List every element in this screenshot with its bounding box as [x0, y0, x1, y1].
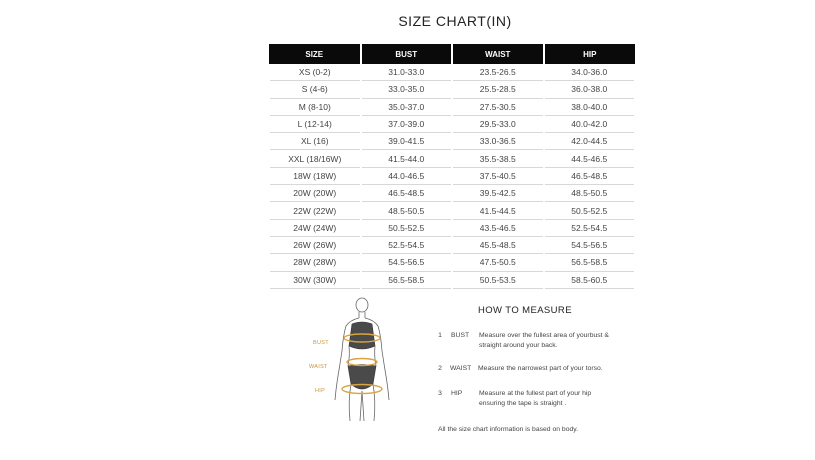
- step-number: 2: [438, 365, 442, 372]
- waist-cell: 47.5-50.5: [452, 254, 544, 271]
- size-cell: S (4-6): [269, 81, 361, 98]
- hip-cell: 40.0-42.0: [544, 115, 636, 132]
- table-row: [269, 219, 635, 236]
- bust-cell: 46.5-48.5: [361, 185, 453, 202]
- size-chart-table: [268, 44, 636, 289]
- size-cell: L (12-14): [269, 115, 361, 132]
- waist-cell: 29.5-33.0: [452, 115, 544, 132]
- body-figure-illustration: [310, 296, 410, 426]
- table-row: [269, 271, 635, 288]
- bust-cell: 37.0-39.0: [361, 115, 453, 132]
- bust-cell: 44.0-46.5: [361, 167, 453, 184]
- hip-cell: 52.5-54.5: [544, 219, 636, 236]
- step-number: 3: [438, 390, 442, 397]
- bust-cell: 52.5-54.5: [361, 236, 453, 253]
- waist-cell: 39.5-42.5: [452, 185, 544, 202]
- table-row: [269, 167, 635, 184]
- header-hip: HIP: [544, 44, 636, 64]
- step-description: Measure the narrowest part of your torso.: [478, 365, 603, 372]
- size-cell: 24W (24W): [269, 219, 361, 236]
- size-cell: 20W (20W): [269, 185, 361, 202]
- footnote: All the size chart information is based on body.: [438, 426, 579, 433]
- waist-cell: 45.5-48.5: [452, 236, 544, 253]
- bust-cell: 48.5-50.5: [361, 202, 453, 219]
- waist-cell: 33.0-36.5: [452, 133, 544, 150]
- table-row: [269, 115, 635, 132]
- size-cell: 26W (26W): [269, 236, 361, 253]
- step-number: 1: [438, 332, 442, 339]
- bust-cell: 39.0-41.5: [361, 133, 453, 150]
- step-name: HIP: [451, 390, 463, 397]
- table-row: [269, 254, 635, 271]
- step-name: BUST: [451, 332, 470, 339]
- header-size: SIZE: [269, 44, 361, 64]
- size-cell: 18W (18W): [269, 167, 361, 184]
- size-cell: XS (0-2): [269, 64, 361, 81]
- hip-cell: 44.5-46.5: [544, 150, 636, 167]
- hip-cell: 38.0-40.0: [544, 98, 636, 115]
- waist-cell: 35.5-38.5: [452, 150, 544, 167]
- page-title: SIZE CHART(IN): [398, 13, 512, 29]
- table-row: [269, 150, 635, 167]
- hip-cell: 42.0-44.5: [544, 133, 636, 150]
- waist-cell: 50.5-53.5: [452, 271, 544, 288]
- hip-cell: 34.0-36.0: [544, 64, 636, 81]
- bust-cell: 54.5-56.5: [361, 254, 453, 271]
- table-header-row: [269, 44, 635, 64]
- hip-cell: 50.5-52.5: [544, 202, 636, 219]
- step-description: Measure over the fullest area of yourbust & straight around your back.: [479, 332, 609, 349]
- hip-cell: 56.5-58.5: [544, 254, 636, 271]
- header-bust: BUST: [361, 44, 453, 64]
- table-row: [269, 81, 635, 98]
- how-to-measure-title: HOW TO MEASURE: [478, 305, 572, 316]
- table-row: [269, 98, 635, 115]
- bust-cell: 33.0-35.0: [361, 81, 453, 98]
- hip-cell: 36.0-38.0: [544, 81, 636, 98]
- bust-cell: 41.5-44.0: [361, 150, 453, 167]
- size-cell: XL (16): [269, 133, 361, 150]
- bust-cell: 56.5-58.5: [361, 271, 453, 288]
- size-cell: 30W (30W): [269, 271, 361, 288]
- waist-label: WAIST: [309, 364, 328, 370]
- waist-cell: 25.5-28.5: [452, 81, 544, 98]
- step-name: WAIST: [450, 365, 472, 372]
- waist-cell: 43.5-46.5: [452, 219, 544, 236]
- bust-cell: 35.0-37.0: [361, 98, 453, 115]
- size-cell: 28W (28W): [269, 254, 361, 271]
- hip-cell: 58.5-60.5: [544, 271, 636, 288]
- hip-cell: 46.5-48.5: [544, 167, 636, 184]
- size-cell: XXL (18/16W): [269, 150, 361, 167]
- table-row: [269, 64, 635, 81]
- table-row: [269, 236, 635, 253]
- table-row: [269, 133, 635, 150]
- hip-label: HIP: [315, 388, 326, 394]
- header-waist: WAIST: [452, 44, 544, 64]
- table-row: [269, 185, 635, 202]
- step-description: Measure at the fullest part of your hip ensuring the tape is straight .: [479, 390, 592, 407]
- size-cell: 22W (22W): [269, 202, 361, 219]
- table-row: [269, 202, 635, 219]
- waist-cell: 23.5-26.5: [452, 64, 544, 81]
- bust-cell: 50.5-52.5: [361, 219, 453, 236]
- waist-cell: 27.5-30.5: [452, 98, 544, 115]
- waist-cell: 41.5-44.5: [452, 202, 544, 219]
- hip-cell: 48.5-50.5: [544, 185, 636, 202]
- bust-label: BUST: [313, 340, 329, 346]
- waist-cell: 37.5-40.5: [452, 167, 544, 184]
- hip-cell: 54.5-56.5: [544, 236, 636, 253]
- body-measurement-figure: [310, 296, 410, 426]
- bust-cell: 31.0-33.0: [361, 64, 453, 81]
- size-cell: M (8-10): [269, 98, 361, 115]
